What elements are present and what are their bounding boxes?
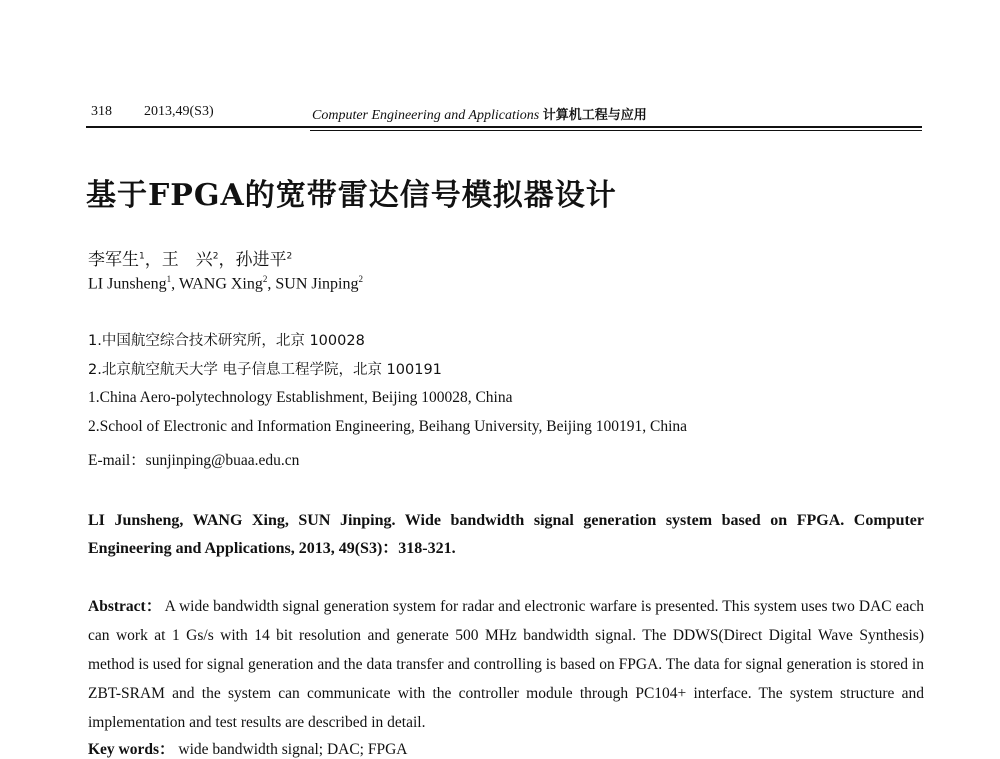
affiliation-1-en: 1.China Aero-polytechnology Establishment, Beijing 100028, China	[88, 389, 513, 406]
header-rule-thick	[86, 126, 922, 128]
running-header	[86, 104, 922, 126]
volume-issue: 2013,49(S3)	[144, 104, 214, 119]
journal-name-cn: 计算机工程与应用	[542, 108, 647, 123]
abstract-text: A wide bandwidth signal generation system for radar and electronic warfare is presented. This system uses two DAC each can work at 1 Gs/s with 14 bit resolution and generate 500 MHz bandwidth signal. The DDWS(Direct Digital Wave Synthesis) method is used for signal generation and the data transfer and controlling is based on FPGA. The data for signal generation is stored in ZBT-SRAM and the system can communicate with the controller module through PC104+ interface. The system structure and implementation and test results are described in detail.	[88, 598, 925, 731]
contact-email: E-mail：sunjinping@buaa.edu.cn	[88, 452, 300, 469]
abstract-label: Abstract：	[88, 598, 162, 615]
journal-name	[312, 104, 647, 124]
author-separator: ，	[218, 250, 236, 270]
keywords-label: Key words：	[88, 741, 175, 758]
keywords-text: wide bandwidth signal; DAC; FPGA	[178, 741, 408, 758]
affiliation-2-cn: 2.北京航空航天大学 电子信息工程学院，北京 100191	[88, 362, 442, 378]
author-3-cn-affil: 2	[286, 251, 293, 262]
author-3-cn: 孙进平	[235, 250, 287, 270]
citation: LI Junsheng, WANG Xing, SUN Jinping. Wide bandwidth signal generation system based on FPGA. Computer Engineering and Applications, 2013, 49(S3)：318-321.	[88, 512, 924, 557]
author-2-en-affil: 2	[262, 274, 268, 284]
author-3-en-affil: 2	[358, 274, 363, 284]
page-number: 318	[91, 104, 112, 119]
affiliation-1-cn: 1.中国航空综合技术研究所，北京 100028	[88, 333, 365, 349]
author-1-en-affil: 1	[166, 274, 172, 284]
author-separator: ，	[144, 250, 162, 270]
author-2-en: WANG Xing	[178, 275, 263, 293]
author-2-cn: 王 兴	[161, 250, 213, 270]
journal-name-en: Computer Engineering and Applications	[312, 108, 540, 123]
author-1-en: LI Junsheng	[88, 275, 167, 293]
abstract	[88, 592, 924, 737]
affiliation-2-en: 2.School of Electronic and Information Engineering, Beihang University, Beijing 100191, China	[88, 418, 688, 435]
header-rule-thin	[310, 130, 922, 131]
keywords	[88, 737, 407, 759]
author-3-en: SUN Jinping	[275, 275, 359, 293]
author-1-cn-affil: 1	[139, 251, 145, 262]
author-1-cn: 李军生	[88, 250, 139, 270]
authors-english: LI Junsheng$^1$, WANG Xing$^2$, SUN Jinping$^2$	[88, 274, 363, 293]
author-2-cn-affil: 2	[212, 251, 219, 262]
authors-chinese	[88, 245, 292, 270]
paper-title: 基于FPGA的宽带雷达信号模拟器设计	[86, 178, 617, 213]
